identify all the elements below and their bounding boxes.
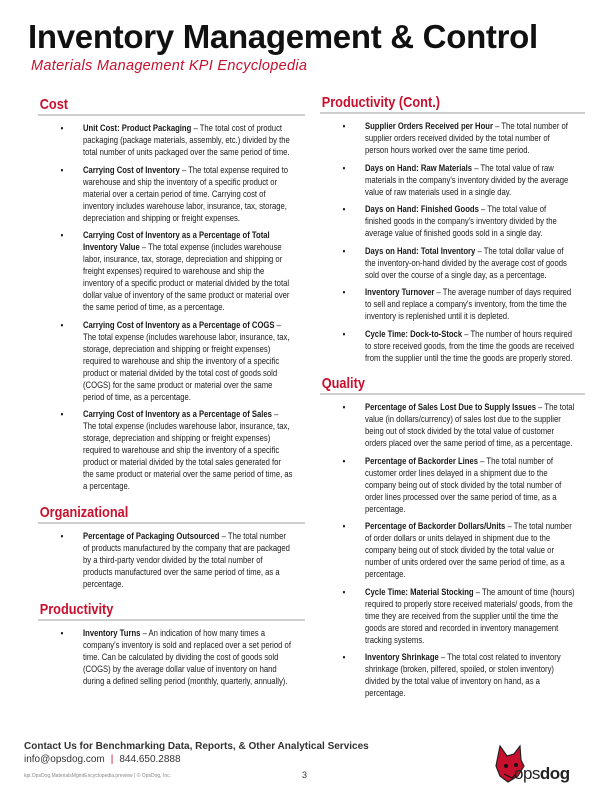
kpi-description: – The total expense required to warehouse and ship the inventory of a specific product or material over a certain period of time. Carrying cost of inventory includes warehouse labor, insurance, tax, storage, depreciation and shipping or freight expenses.: [83, 164, 289, 224]
bullet-icon: •: [60, 409, 64, 420]
section-divider: [38, 114, 305, 116]
kpi-list: [60, 628, 293, 688]
bullet-icon: •: [342, 521, 346, 532]
section-productivity-cont: [320, 93, 585, 370]
bullet-icon: •: [342, 245, 346, 257]
kpi-term: Percentage of Backorder Dollars/Units: [365, 521, 506, 532]
kpi-description: – The total expense (includes warehouse labor, insurance, tax, storage, depreciation and shipping or freight expenses) required to warehouse and ship the inventory of a specific product or material divided by the total sales generated for the same product or material over the same period of time, as a percentage.: [83, 409, 293, 492]
section-divider: [38, 522, 305, 524]
kpi-item: [60, 319, 293, 404]
kpi-item: [342, 402, 575, 450]
kpi-term: Inventory Shrinkage: [365, 652, 439, 663]
kpi-description: – The total cost of product packaging (package materials, assembly, etc.) divided by the total number of units packaged over the same period of time.: [83, 123, 290, 158]
bullet-icon: •: [342, 121, 346, 132]
bullet-icon: •: [60, 123, 64, 134]
footer-email[interactable]: info@opsdog.com: [24, 754, 105, 765]
kpi-item: [60, 409, 293, 493]
kpi-term: Carrying Cost of Inventory as a Percentage of COGS: [83, 319, 275, 331]
kpi-term: Days on Hand: Raw Materials: [365, 162, 473, 174]
kpi-description: – The total dollar value of the inventory-on-hand divided by the average cost of goods sold over the course of a single day, as a percentage.: [365, 245, 567, 281]
kpi-list: [60, 530, 293, 591]
section-heading: Cost: [39, 96, 69, 113]
kpi-item: [342, 121, 575, 157]
section-divider: [320, 112, 585, 114]
kpi-item: [342, 586, 575, 647]
section-heading: Productivity (Cont.): [321, 94, 440, 111]
bullet-icon: •: [60, 164, 64, 176]
kpi-description: – An indication of how many times a company's inventory is sold and replaced over a set period of time. Can be calculated by dividing the cost of goods sold (COGS) by the average dollar value of inventory on hand during a defined selling period (monthly, quarterly, annually).: [83, 628, 291, 687]
kpi-term: Carrying Cost of Inventory as a Percentage of Sales: [83, 409, 272, 420]
kpi-item: [342, 245, 575, 282]
kpi-term: Inventory Turns: [83, 628, 141, 639]
bullet-icon: •: [342, 652, 346, 663]
left-column: [38, 95, 305, 698]
bullet-icon: •: [60, 230, 64, 241]
bullet-icon: •: [342, 455, 346, 467]
bullet-icon: •: [342, 162, 346, 174]
section-cost: [38, 95, 305, 499]
footer-doc-info: kpi.OpsDog.MaterialsMgmtEncyclopedia.preview | © OpsDog, Inc.: [24, 773, 171, 779]
kpi-item: [60, 123, 293, 159]
right-column: [320, 93, 585, 710]
section-quality: [320, 374, 585, 706]
kpi-item: [60, 164, 293, 225]
kpi-item: [342, 204, 575, 240]
kpi-term: Days on Hand: Finished Goods: [365, 204, 479, 215]
kpi-list: [342, 121, 575, 365]
bullet-icon: •: [342, 204, 346, 215]
section-divider: [38, 619, 305, 621]
kpi-item: [342, 328, 575, 365]
kpi-term: Percentage of Backorder Lines: [365, 455, 479, 467]
section-organizational: [38, 503, 305, 597]
section-heading: Productivity: [39, 601, 114, 618]
kpi-item: [342, 455, 575, 516]
kpi-description: – The total expense (includes warehouse labor, insurance, tax, storage, depreciation and shipping or freight expenses) required to warehouse and ship the inventory of a specific product or material divided by the total cost of goods sold (COGS) for the same product or material over the same period of time, as a percentage.: [83, 319, 290, 403]
bullet-icon: •: [60, 530, 64, 542]
kpi-item: [342, 287, 575, 323]
section-heading: Quality: [321, 375, 365, 392]
kpi-description: – The total number of order dollars or units delayed in shipment due to the company being out of stock divided by the total value or number of units ordered over the same period of time, as a percentage.: [365, 521, 572, 580]
bullet-icon: •: [342, 402, 346, 413]
kpi-description: – The total value of finished goods in the company's inventory divided by the average value of finished goods sold in a single day.: [365, 204, 557, 239]
logo-ops-text: ops: [514, 764, 540, 783]
kpi-term: Percentage of Sales Lost Due to Supply Issues: [365, 402, 537, 413]
kpi-item: [60, 530, 293, 591]
kpi-description: – The total number of products manufactured by the company that are packaged by a third-party vendor divided by the total number of products manufactured over the same period of time, as a percentage.: [83, 530, 290, 590]
kpi-term: Carrying Cost of Inventory: [83, 164, 180, 176]
kpi-item: [342, 521, 575, 581]
kpi-item: [60, 230, 293, 314]
kpi-item: [60, 628, 293, 688]
section-productivity: [38, 600, 305, 694]
kpi-description: – The number of hours required to store received goods, from the time the goods are received from the supplier until the time the goods are properly stored.: [365, 328, 575, 364]
footer-separator: |: [110, 754, 114, 765]
kpi-term: Percentage of Packaging Outsourced: [83, 530, 220, 542]
page-subtitle: Materials Management KPI Encyclopedia: [31, 58, 308, 74]
bullet-icon: •: [342, 586, 346, 598]
logo-wordmark: [514, 764, 570, 784]
kpi-list: [342, 402, 575, 700]
kpi-term: Unit Cost: Product Packaging: [83, 123, 192, 134]
section-heading: Organizational: [39, 503, 129, 521]
page-number: 3: [302, 770, 308, 780]
kpi-description: – The total value (in dollars/currency) of sales lost due to the supplier being out of stock divided by the total value of customer orders placed over the same period of time, as a percentage.: [365, 402, 575, 449]
kpi-description: – The total expense (includes warehouse labor, insurance, tax, storage, depreciation and shipping or freight expenses) required to warehouse and ship the inventory of a specific product or material divided by the total dollar value of inventory of the same product or material over the same period of time, as a percentage.: [83, 242, 290, 313]
kpi-description: – The amount of time (hours) required to properly store received materials/ goods, from the time they are received from the supplier until the time the goods are stored and recorded in inventory management tracking systems.: [365, 586, 575, 646]
kpi-item: [342, 162, 575, 199]
kpi-term: Cycle Time: Material Stocking: [365, 586, 474, 598]
kpi-description: – The average number of days required to sell and replace a company's inventory, from the time the inventory is replenished until it is depleted.: [365, 287, 572, 322]
footer-contact-line: [24, 754, 181, 765]
kpi-item: [342, 652, 575, 700]
bullet-icon: •: [342, 328, 346, 340]
bullet-icon: •: [60, 319, 64, 331]
kpi-description: – The total cost related to inventory shrinkage (broken, pilfered, spoiled, or stolen inventory) divided by the total value of inventory on hand, as a percentage.: [365, 652, 561, 699]
kpi-term: Cycle Time: Dock-to-Stock: [365, 328, 463, 340]
bullet-icon: •: [342, 287, 346, 298]
section-divider: [320, 393, 585, 395]
kpi-description: – The total number of customer order lines delayed in a shipment due to the company being out of stock divided by the total number of order lines processed over the same period of time, as a percentage.: [365, 455, 562, 515]
footer-contact-heading: Contact Us for Benchmarking Data, Reports, & Other Analytical Services: [24, 741, 369, 752]
footer-phone: 844.650.2888: [119, 754, 181, 765]
bullet-icon: •: [60, 628, 64, 639]
kpi-list: [60, 123, 293, 493]
page-title: Inventory Management & Control: [28, 18, 538, 55]
opsdog-logo: [494, 744, 594, 788]
kpi-term: Supplier Orders Received per Hour: [365, 121, 493, 132]
logo-dog-text: dog: [539, 764, 570, 783]
kpi-term: Carrying Cost of Inventory as a Percentage of Total Inventory Value: [83, 230, 270, 253]
kpi-term: Inventory Turnover: [365, 287, 435, 298]
kpi-term: Days on Hand: Total Inventory: [365, 245, 476, 257]
kpi-description: – The total value of raw materials in the company's inventory divided by the average value of raw materials used in a single day.: [365, 162, 569, 198]
kpi-description: – The total number of supplier orders received divided by the total number of person hours worked over the same time period.: [365, 121, 568, 156]
